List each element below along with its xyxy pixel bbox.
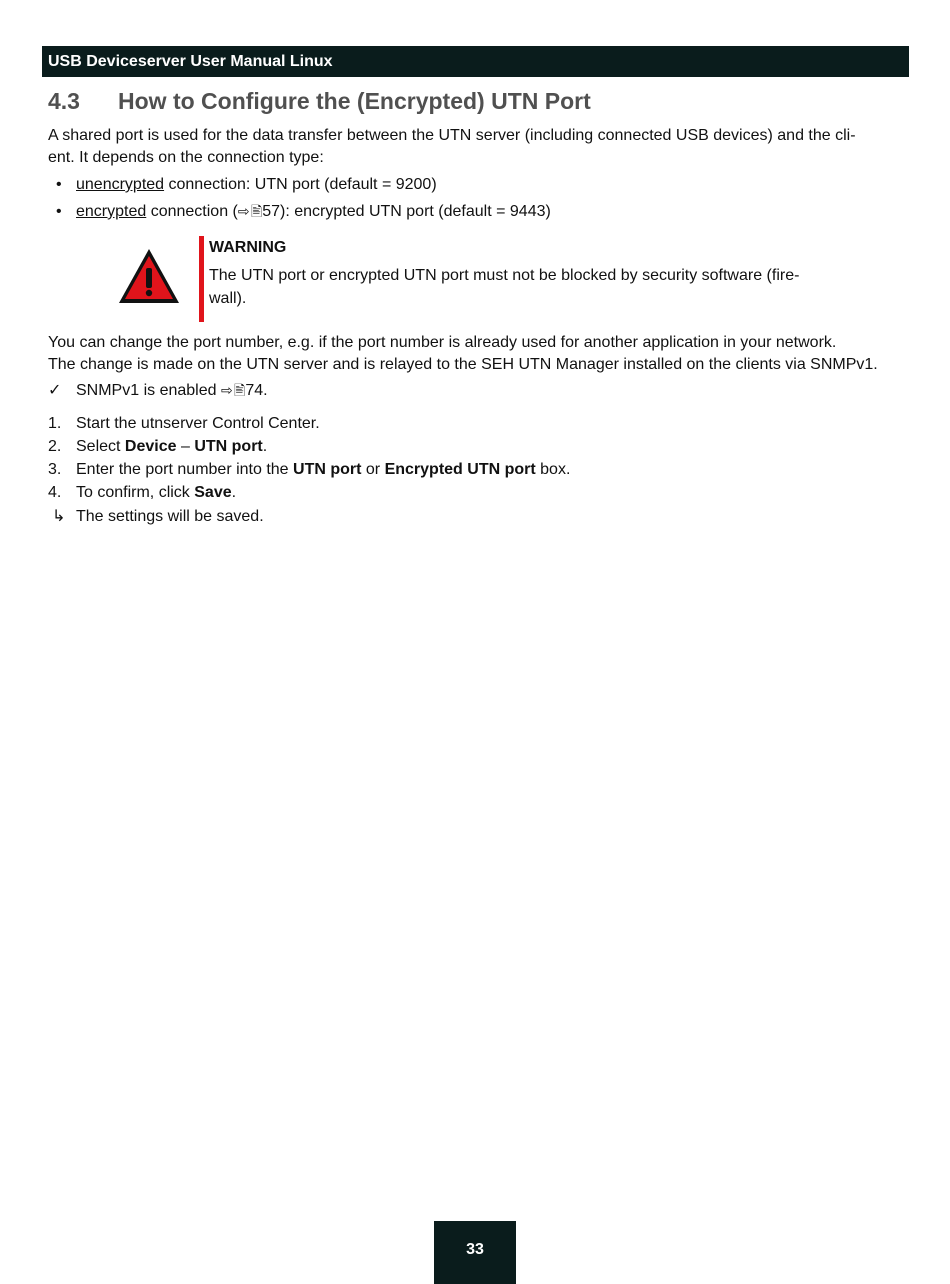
warning-title: WARNING <box>209 239 287 256</box>
step-2: Select Device – UTN port. <box>76 438 268 455</box>
step-1: Start the utnserver Control Center. <box>76 415 320 432</box>
result-text: The settings will be saved. <box>76 508 264 525</box>
page-ref-link[interactable]: 74 <box>245 382 264 399</box>
manual-title: USB Deviceserver User Manual Linux <box>48 53 333 70</box>
port-change-paragraph <box>48 332 910 376</box>
check-icon: ✓ <box>48 382 62 399</box>
step-number: 3. <box>48 461 62 478</box>
warning-accent-bar <box>199 236 204 322</box>
section-title: How to Configure the (Encrypted) UTN Port <box>118 88 591 114</box>
warning-text: The UTN port or encrypted UTN port must not be blocked by security software (fire- wall). <box>209 267 800 307</box>
bullet-icon: • <box>56 203 62 220</box>
encrypted-link[interactable]: encrypted <box>76 203 147 220</box>
page-ref-icon: 🖹 <box>250 204 263 220</box>
arrow-icon: ⇨ <box>220 383 233 399</box>
para-line-2: The change is made on the UTN server and is relayed to the SEH UTN Manager installed on the clients via SNMPv1. <box>48 356 878 373</box>
result-arrow-icon: ↳ <box>52 508 66 525</box>
page-ref-link[interactable]: 57 <box>262 203 281 220</box>
intro-paragraph <box>48 125 910 169</box>
bullet-item-unencrypted: unencrypted connection: UTN port (default = 9200) <box>76 176 437 193</box>
arrow-icon: ⇨ <box>237 204 250 220</box>
bullet-icon: • <box>56 176 62 193</box>
step-3: Enter the port number into the UTN port or Encrypted UTN port box. <box>76 461 571 478</box>
page-number: 33 <box>434 1221 516 1284</box>
step-4: To confirm, click Save. <box>76 484 237 501</box>
intro-line-2: ent. It depends on the connection type: <box>48 149 324 166</box>
intro-line-1: A shared port is used for the data transfer between the UTN server (including connected USB devices) and the cli- <box>48 127 856 144</box>
section-number: 4.3 <box>48 88 80 114</box>
running-header <box>42 46 909 77</box>
warning-icon <box>116 246 182 306</box>
step-number: 4. <box>48 484 62 501</box>
section-heading <box>48 88 591 115</box>
para-line-1: You can change the port number, e.g. if the port number is already used for another application in your network. <box>48 334 837 351</box>
bullet-item-encrypted: encrypted connection (⇨ 🖹57): encrypted UTN port (default = 9443) <box>76 203 551 220</box>
prerequisite: SNMPv1 is enabled ⇨ 🖹74. <box>76 382 268 399</box>
step-number: 2. <box>48 438 62 455</box>
step-number: 1. <box>48 415 62 432</box>
unencrypted-link[interactable]: unencrypted <box>76 176 165 193</box>
page-ref-icon: 🖹 <box>234 383 246 399</box>
